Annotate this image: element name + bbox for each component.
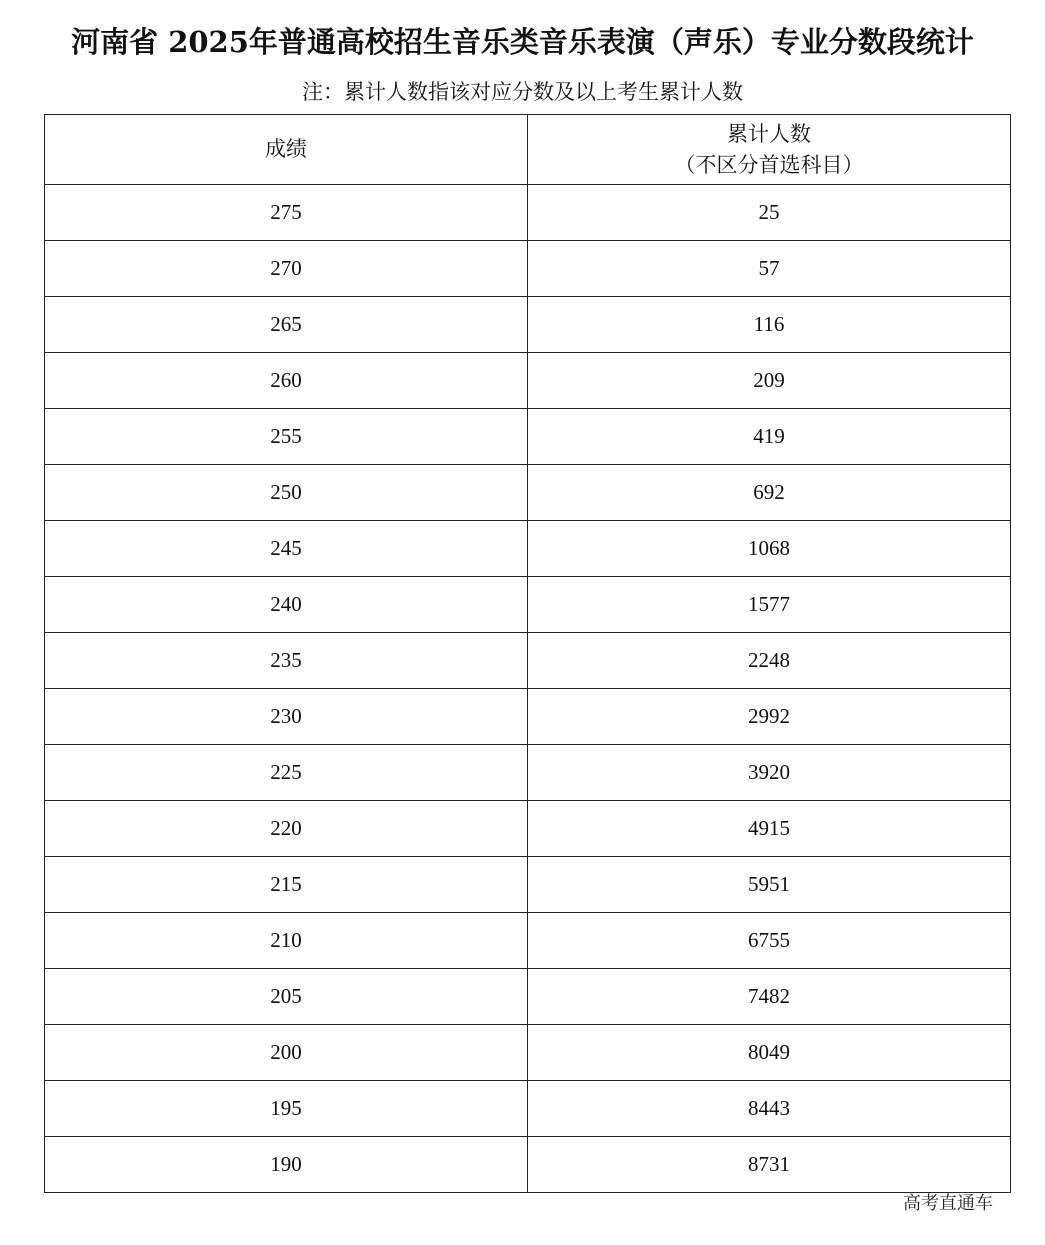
header-score: 成绩	[45, 115, 528, 185]
cumulative-count-cell: 7482	[528, 969, 1011, 1025]
cumulative-count-cell: 2992	[528, 689, 1011, 745]
table-row	[45, 745, 1011, 801]
score-cell: 190	[45, 1137, 528, 1193]
watermark-label: 高考直通车	[903, 1193, 993, 1214]
score-cell: 215	[45, 857, 528, 913]
cumulative-count-cell: 8731	[528, 1137, 1011, 1193]
score-cell: 260	[45, 353, 528, 409]
score-cell: 275	[45, 185, 528, 241]
cumulative-count-cell: 57	[528, 241, 1011, 297]
cumulative-count-cell: 1068	[528, 521, 1011, 577]
cumulative-count-cell: 3920	[528, 745, 1011, 801]
table-row	[45, 297, 1011, 353]
table-header-row	[45, 115, 1011, 185]
table-row	[45, 353, 1011, 409]
cumulative-count-cell: 4915	[528, 801, 1011, 857]
table-row	[45, 521, 1011, 577]
table-row	[45, 969, 1011, 1025]
table-row	[45, 1081, 1011, 1137]
table-row	[45, 1025, 1011, 1081]
cumulative-count-cell: 8443	[528, 1081, 1011, 1137]
table-row	[45, 801, 1011, 857]
score-table-body	[45, 115, 1011, 1193]
score-cell: 210	[45, 913, 528, 969]
cumulative-count-cell: 419	[528, 409, 1011, 465]
cumulative-count-cell: 116	[528, 297, 1011, 353]
cumulative-count-cell: 2248	[528, 633, 1011, 689]
header-cumulative-count	[528, 115, 1011, 185]
score-cell: 220	[45, 801, 528, 857]
table-row	[45, 409, 1011, 465]
table-row	[45, 465, 1011, 521]
score-cell: 205	[45, 969, 528, 1025]
cumulative-count-cell: 6755	[528, 913, 1011, 969]
score-cell: 245	[45, 521, 528, 577]
cumulative-count-cell: 209	[528, 353, 1011, 409]
score-cell: 240	[45, 577, 528, 633]
table-row	[45, 857, 1011, 913]
table-row	[45, 913, 1011, 969]
table-row	[45, 241, 1011, 297]
table-row	[45, 1137, 1011, 1193]
cumulative-count-cell: 692	[528, 465, 1011, 521]
table-row	[45, 689, 1011, 745]
header-count-line2: （不区分首选科目）	[674, 152, 864, 177]
score-cell: 235	[45, 633, 528, 689]
table-row	[45, 185, 1011, 241]
cumulative-count-cell: 8049	[528, 1025, 1011, 1081]
cumulative-count-cell: 5951	[528, 857, 1011, 913]
score-cell: 270	[45, 241, 528, 297]
score-cell: 200	[45, 1025, 528, 1081]
score-table	[44, 114, 1011, 1193]
score-cell: 230	[45, 689, 528, 745]
score-cell: 225	[45, 745, 528, 801]
table-row	[45, 577, 1011, 633]
score-cell: 195	[45, 1081, 528, 1137]
cumulative-count-cell: 1577	[528, 577, 1011, 633]
score-cell: 250	[45, 465, 528, 521]
table-note: 注：累计人数指该对应分数及以上考生累计人数	[302, 80, 743, 104]
score-cell: 255	[45, 409, 528, 465]
header-count-line1: 累计人数	[727, 121, 811, 146]
document-title: 河南省 2025年普通高校招生音乐类音乐表演（声乐）专业分数段统计	[71, 25, 974, 59]
cumulative-count-cell: 25	[528, 185, 1011, 241]
table-row	[45, 633, 1011, 689]
score-cell: 265	[45, 297, 528, 353]
